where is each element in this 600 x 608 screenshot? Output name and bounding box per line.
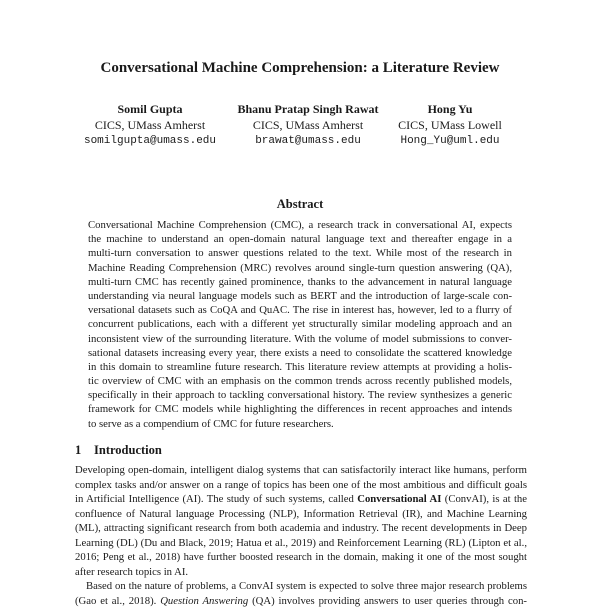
author-affiliation: CICS, UMass Amherst <box>218 117 398 133</box>
intro-text: (QA) involves providing answers to user queries through con- <box>248 595 527 607</box>
abstract-line: multi-turn CMC has recently gained prominence, thanks to the advancement in natural language <box>88 275 512 289</box>
author-email: Hong_Yu@uml.edu <box>380 133 520 149</box>
author-name: Bhanu Pratap Singh Rawat <box>218 101 398 117</box>
abstract-line: understanding via neural language models such as BERT and the introduction of large-scale con- <box>88 289 512 303</box>
author-block <box>75 101 225 149</box>
intro-line: Developing open-domain, intelligent dialog systems that can satisfactorily interact like humans, perform <box>75 463 527 478</box>
abstract-line: inconsistent view of the surrounding literature. With the volume of model submissions to conver- <box>88 332 512 346</box>
section-heading <box>75 443 162 458</box>
author-name: Somil Gupta <box>75 101 225 117</box>
intro-text: (Gao et al., 2018). <box>75 595 160 607</box>
section-number: 1 <box>75 443 94 458</box>
intro-line: Learning (DL) (Du and Black, 2019; Hatua et al., 2019) and Reinforcement Learning (RL) (Lipton et al., <box>75 536 527 551</box>
paper-title: Conversational Machine Comprehension: a Literature Review <box>0 60 600 77</box>
intro-line: 2016; Peng et al., 2018) have further boosted research in the domain, making it one of the most sought <box>75 550 527 565</box>
abstract-line: Machine Reading Comprehension (MRC) revolves around single-turn question answering (QA), <box>88 261 512 275</box>
intro-line <box>75 492 527 507</box>
intro-text: (ConvAI), is at the <box>441 493 527 505</box>
intro-bold-term: Conversational AI <box>357 493 441 505</box>
author-block <box>380 101 520 149</box>
intro-line: complex tasks and/or answer on a range of topics has been one of the most ambitious and difficult goals <box>75 478 527 493</box>
intro-line: (ML), attracting significant research from both academia and industry. The recent developments in Deep <box>75 521 527 536</box>
abstract-line: specifically in their approach to tackling conversational history. The review synthesizes a generic <box>88 388 512 402</box>
intro-line: after research topics in AI. <box>75 565 527 580</box>
abstract-body <box>88 218 512 431</box>
abstract-heading: Abstract <box>0 197 600 212</box>
abstract-line: multi-turn conversation to answer questions related to the text. While most of the research in <box>88 246 512 260</box>
author-block <box>218 101 398 149</box>
author-email: brawat@umass.edu <box>218 133 398 149</box>
abstract-line: in this domain to streamline future research. This literature review attempts at providing a holis- <box>88 360 512 374</box>
abstract-line: Conversational Machine Comprehension (CMC), a research track in conversational AI, expects <box>88 218 512 232</box>
author-name: Hong Yu <box>380 101 520 117</box>
abstract-line: framework for CMC models while highlighting the differences in recent approaches and intends <box>88 402 512 416</box>
abstract-line: concurrent publications, each with a different yet structurally similar modeling approach and an <box>88 317 512 331</box>
abstract-line: sational datasets increasing every year, there exists a need to consolidate the scattered knowledge <box>88 346 512 360</box>
abstract-line: to serve as a compendium of CMC for future researchers. <box>88 417 512 431</box>
author-email: somilgupta@umass.edu <box>75 133 225 149</box>
author-affiliation: CICS, UMass Lowell <box>380 117 520 133</box>
abstract-line: tic overview of CMC with an emphasis on the common trends across recently published models, <box>88 374 512 388</box>
intro-line <box>75 594 527 608</box>
author-affiliation: CICS, UMass Amherst <box>75 117 225 133</box>
introduction-body <box>75 463 527 608</box>
intro-line: Based on the nature of problems, a ConvAI system is expected to solve three major research problems <box>75 579 527 594</box>
intro-line: confluence of Natural language Processing (NLP), Information Retrieval (IR), and Machine Learning <box>75 507 527 522</box>
intro-text: in Artificial Intelligence (AI). The study of such systems, called <box>75 493 357 505</box>
abstract-line: the machine to understand an open-domain natural language text and thereafter engage in a <box>88 232 512 246</box>
abstract-line: versational datasets such as CoQA and QuAC. The rise in interest has, however, led to a flurry of <box>88 303 512 317</box>
intro-italic-term: Question Answering <box>160 595 248 607</box>
section-title: Introduction <box>94 443 162 457</box>
